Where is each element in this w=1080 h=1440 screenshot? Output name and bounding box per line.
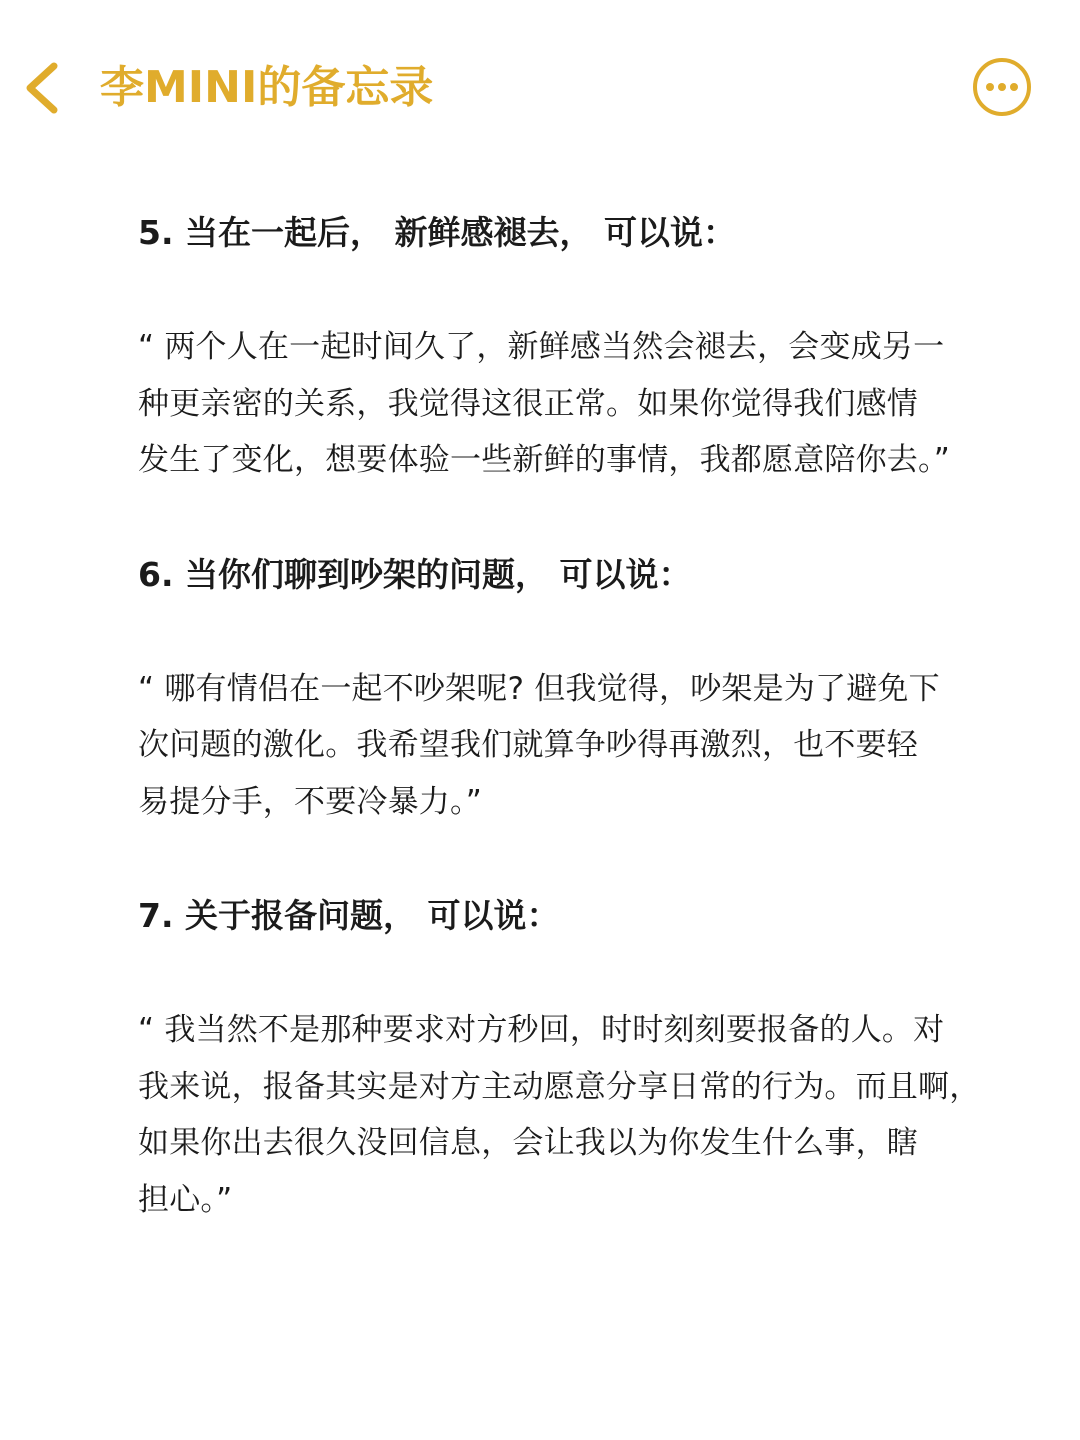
section-quote-line: 担心。” — [138, 1181, 233, 1218]
memo-section-7 — [138, 888, 988, 1228]
section-quote-line: 发生了变化，想要体验一些新鲜的事情，我都愿意陪你去。” — [138, 442, 950, 478]
section-quote-line: “ 我当然不是那种要求对方秒回，时时刻刻要报备的人。对 — [138, 1012, 945, 1048]
back-button[interactable] — [18, 58, 68, 118]
section-quote-line: 种更亲密的关系，我觉得这很正常。如果你觉得我们感情 — [138, 385, 918, 422]
section-quote-line: 我来说，报备其实是对方主动愿意分享日常的行为。而且啊， — [138, 1068, 981, 1105]
section-quote-line: 次问题的激化。我希望我们就算争吵得再激烈，也不要轻 — [138, 727, 918, 763]
more-horizontal-circle-icon — [972, 57, 1032, 117]
memo-section-6 — [138, 547, 988, 831]
more-options-button[interactable] — [972, 57, 1032, 117]
top-bar — [0, 0, 1080, 170]
chevron-left-icon — [18, 58, 68, 118]
memo-content — [138, 205, 988, 1228]
section-heading: 6. 当你们聊到吵架的问题， 可以说： — [138, 554, 692, 594]
section-quote-line: “ 两个人在一起时间久了，新鲜感当然会褪去，会变成另一 — [138, 329, 945, 365]
page-title: 李MINI的备忘录 — [100, 62, 434, 113]
section-heading: 5. 当在一起后， 新鲜感褪去， 可以说： — [138, 213, 736, 252]
section-quote-line: 如果你出去很久没回信息，会让我以为你发生什么事，瞎 — [138, 1125, 918, 1161]
memo-section-5 — [138, 205, 988, 489]
section-quote-line: 易提分手，不要冷暴力。” — [138, 783, 482, 820]
section-quote-line: “ 哪有情侣在一起不吵架呢? 但我觉得，吵架是为了避免下 — [138, 670, 940, 707]
section-heading: 7. 关于报备问题， 可以说： — [138, 896, 560, 935]
